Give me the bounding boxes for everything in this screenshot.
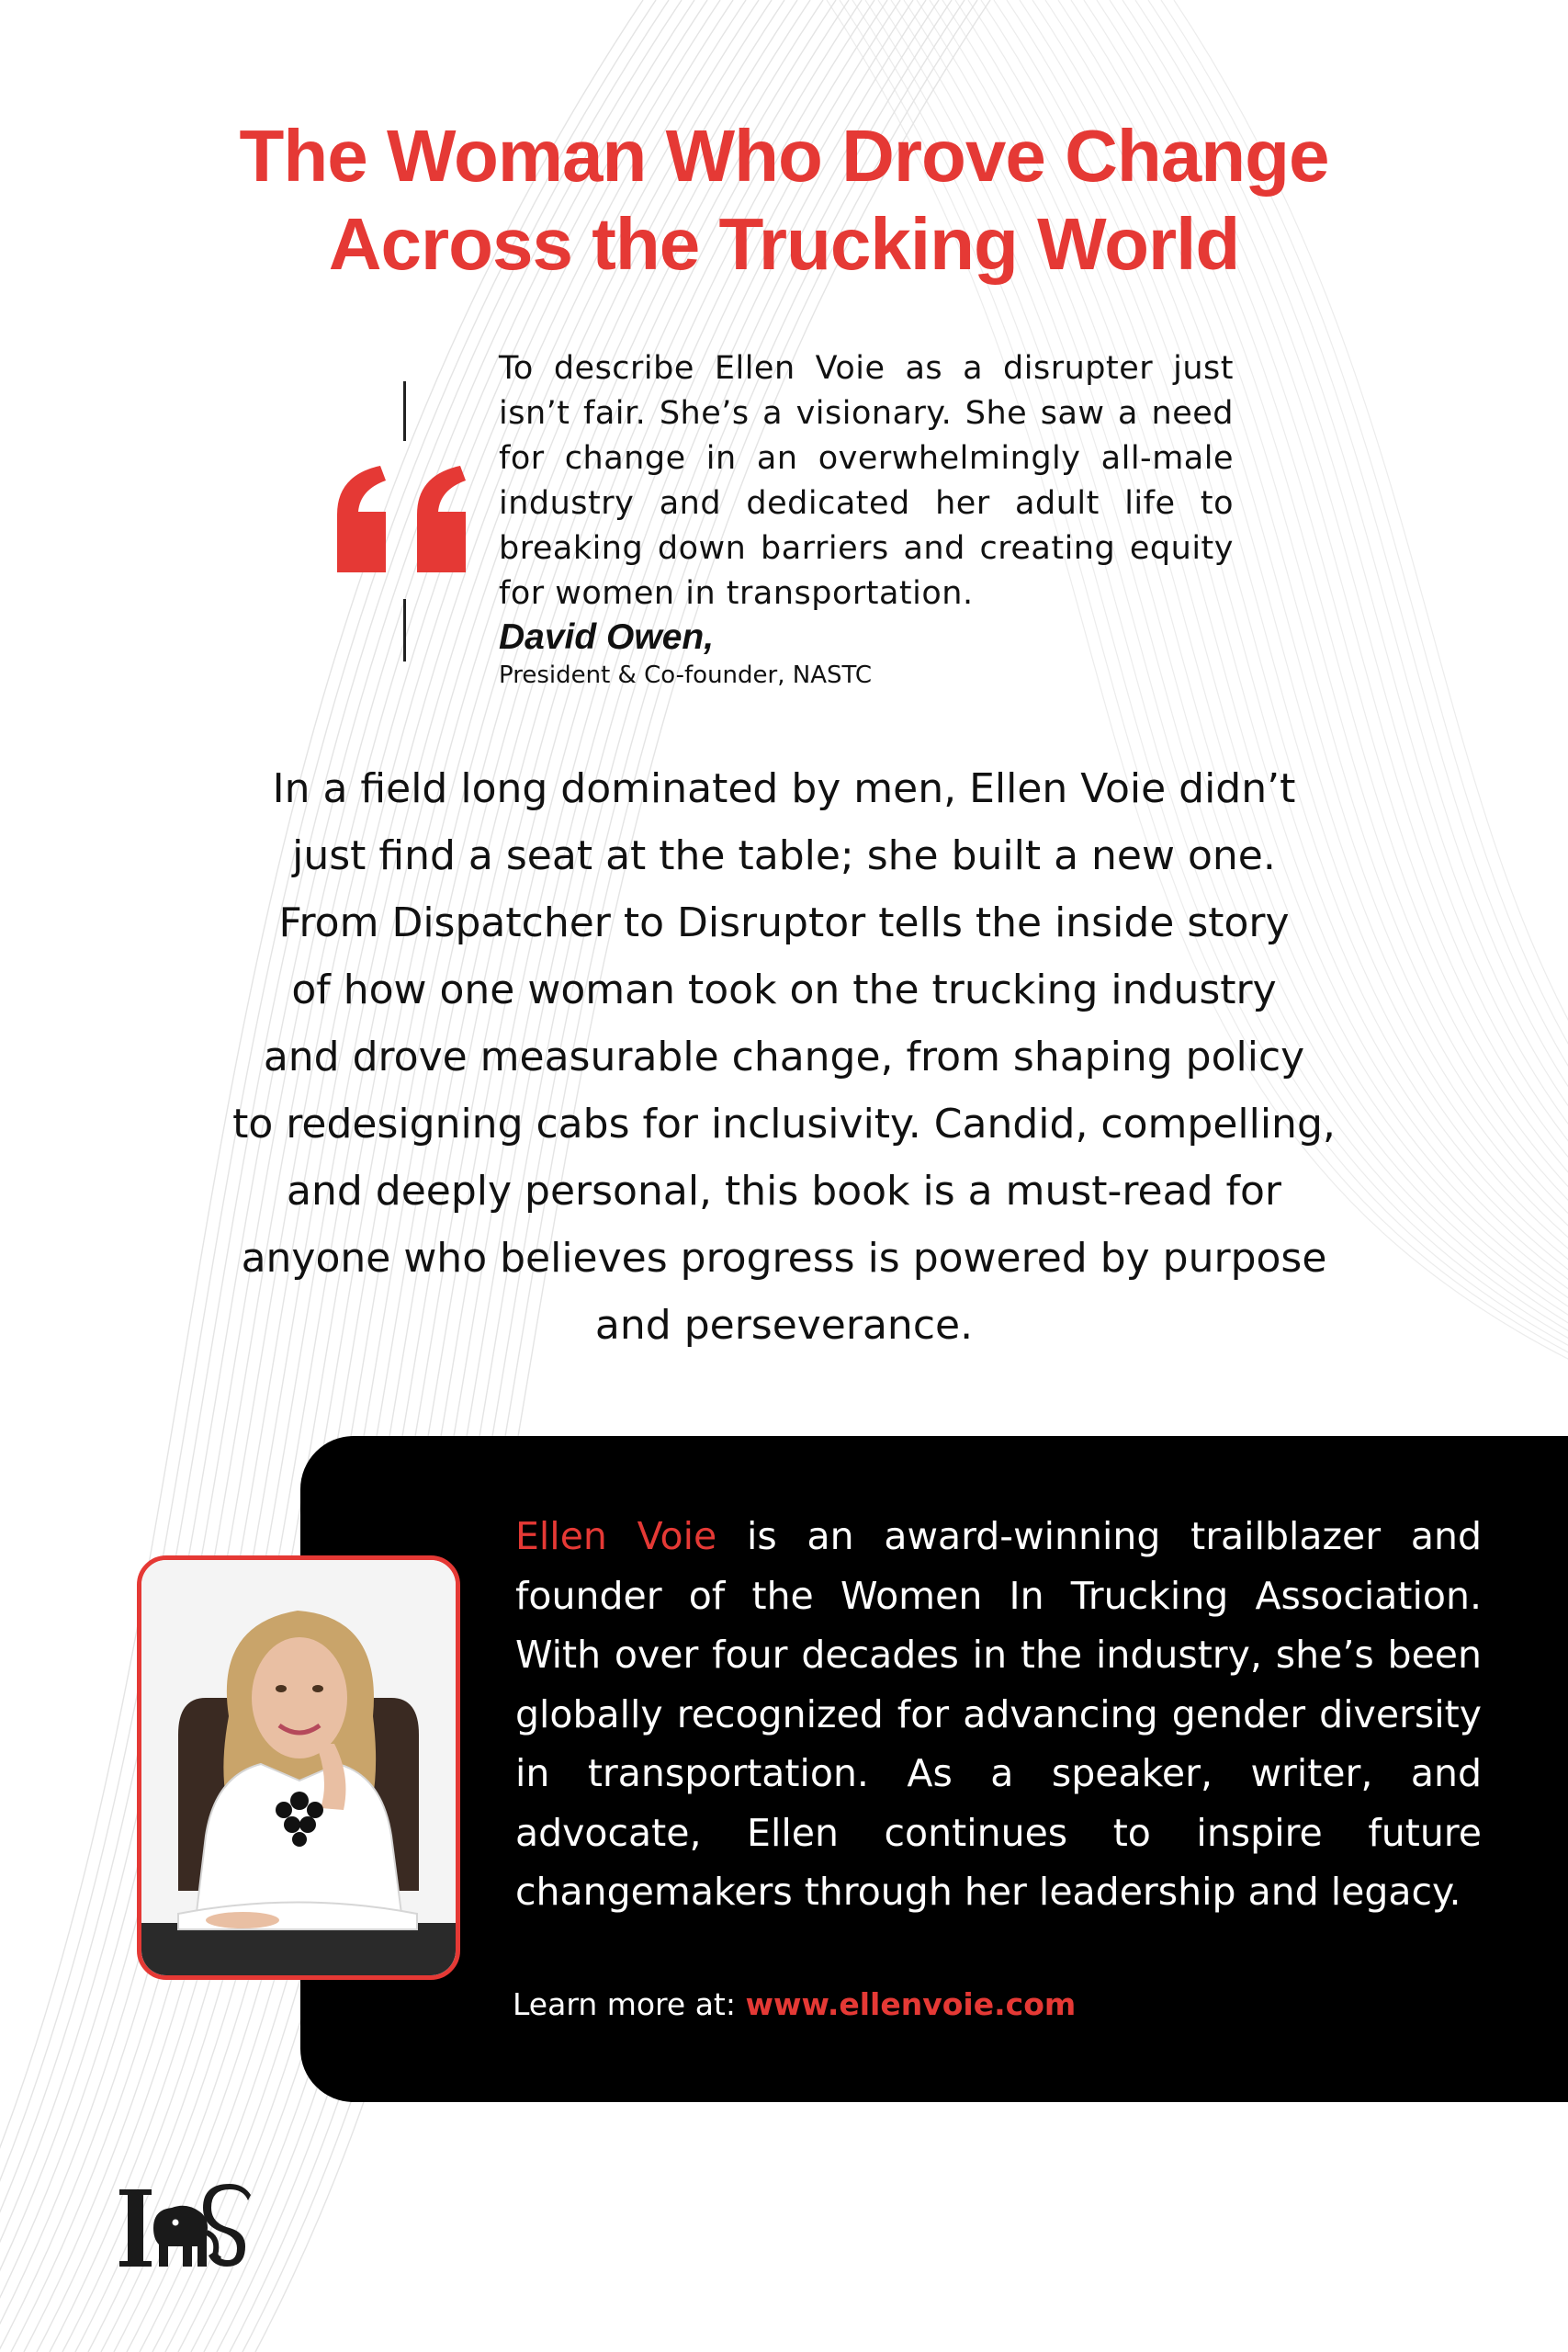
- quote-divider-bottom: [403, 599, 406, 662]
- description-line: and perseverance.: [594, 1302, 974, 1349]
- description-line: and deeply personal, this book is a must-read for: [287, 1168, 1281, 1215]
- description-line: just find a seat at the table; she built a new one.: [292, 832, 1276, 879]
- quote-divider-top: [403, 381, 406, 441]
- description-line: to redesigning cabs for inclusivity. Candid, compelling,: [232, 1101, 1336, 1148]
- learn-more-line: [513, 1986, 1076, 2022]
- description-line: and drove measurable change, from shaping policy: [263, 1034, 1305, 1080]
- author-photo: [137, 1555, 460, 1980]
- author-name: Ellen Voie: [515, 1514, 717, 1558]
- author-website-link[interactable]: www.ellenvoie.com: [745, 1986, 1077, 2022]
- testimonial-quote: To describe Ellen Voie as a disrupter just isn’t fair. She’s a visionary. She saw a need for change in an overwhelmingly all-male industry and dedicated her adult life to breaking down barriers and creating equity for women in transportation.: [499, 350, 1234, 612]
- description-line: From Dispatcher to Disruptor tells the inside story: [278, 899, 1290, 946]
- publisher-logo-icon: [115, 2182, 253, 2274]
- title-line-1: The Woman Who Drove Change: [239, 115, 1329, 197]
- author-bio: [515, 1507, 1482, 1922]
- learn-more-label: Learn more at:: [513, 1986, 746, 2022]
- author-bio-text: is an award-winning trailblazer and founder of the Women In Trucking Association. With over four decades in the industry, she’s been globally recognized for advancing gender diversity in transportation. As a speaker, writer, and advocate, Ellen continues to inspire future changemakers through her leadership and legacy.: [515, 1514, 1482, 1914]
- description-line: In a field long dominated by men, Ellen Voie didn’t: [272, 765, 1296, 812]
- description-line: of how one woman took on the trucking industry: [291, 967, 1277, 1013]
- quote-author-role: President & Co-founder, NASTC: [499, 662, 872, 689]
- quotation-mark-icon: [333, 464, 475, 574]
- book-description: [147, 755, 1421, 1359]
- quote-author: David Owen,: [499, 617, 715, 657]
- description-line: anyone who believes progress is powered by purpose: [241, 1235, 1327, 1282]
- book-title: [0, 112, 1568, 288]
- title-line-2: Across the Trucking World: [328, 203, 1240, 285]
